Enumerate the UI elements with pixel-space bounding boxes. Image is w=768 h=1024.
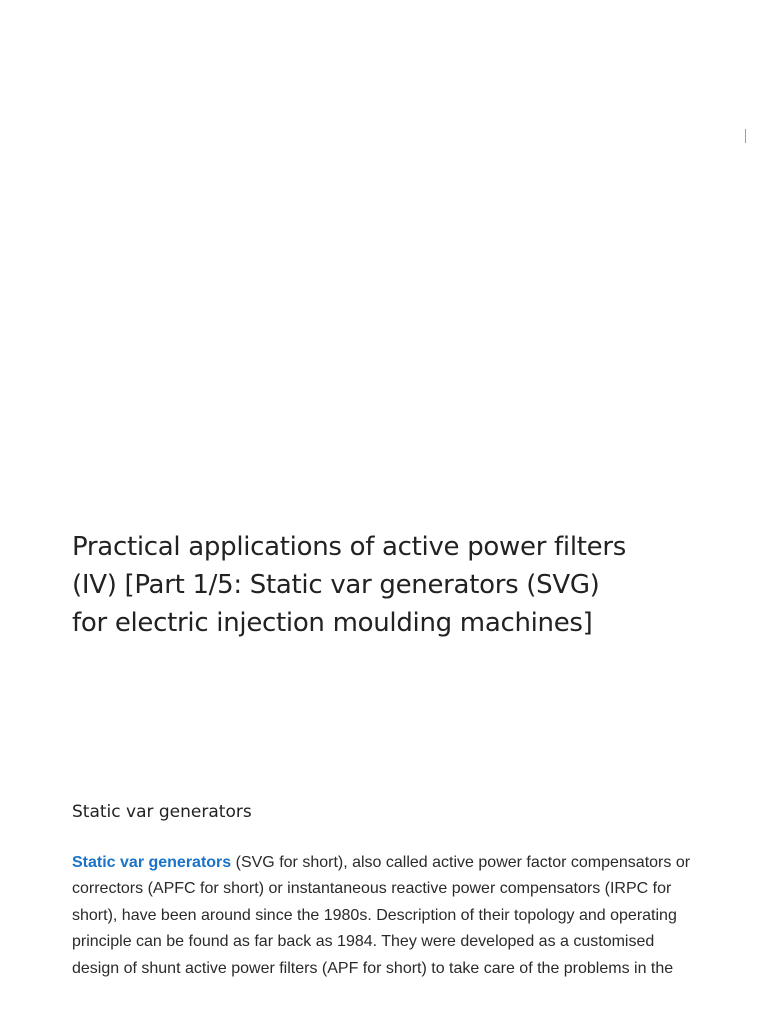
page-title-line: Practical applications of active power filters [72, 532, 626, 562]
paragraph-line: principle can be found as far back as 1984. They were developed as a customised [72, 933, 655, 951]
article-header [72, 528, 722, 642]
paragraph-line-text: (SVG for short), also called active power factor compensators or [231, 854, 691, 871]
section-heading: Static var generators [72, 802, 252, 822]
paragraph-line [72, 850, 722, 876]
page-title-line: for electric injection moulding machines] [72, 608, 593, 638]
paragraph-line: design of shunt active power filters (APF for short) to take care of the problems in the [72, 959, 674, 977]
article-paragraph [72, 850, 722, 982]
text-cursor-mark [745, 129, 746, 143]
paragraph-line: short), have been around since the 1980s. Description of their topology and operating [72, 906, 677, 924]
static-var-generators-link[interactable]: Static var generators [72, 854, 232, 871]
page-title-line: (IV) [Part 1/5: Static var generators (SVG) [72, 570, 600, 600]
page-title [72, 528, 722, 642]
paragraph-line: correctors (APFC for short) or instantaneous reactive power compensators (IRPC for [72, 880, 672, 898]
